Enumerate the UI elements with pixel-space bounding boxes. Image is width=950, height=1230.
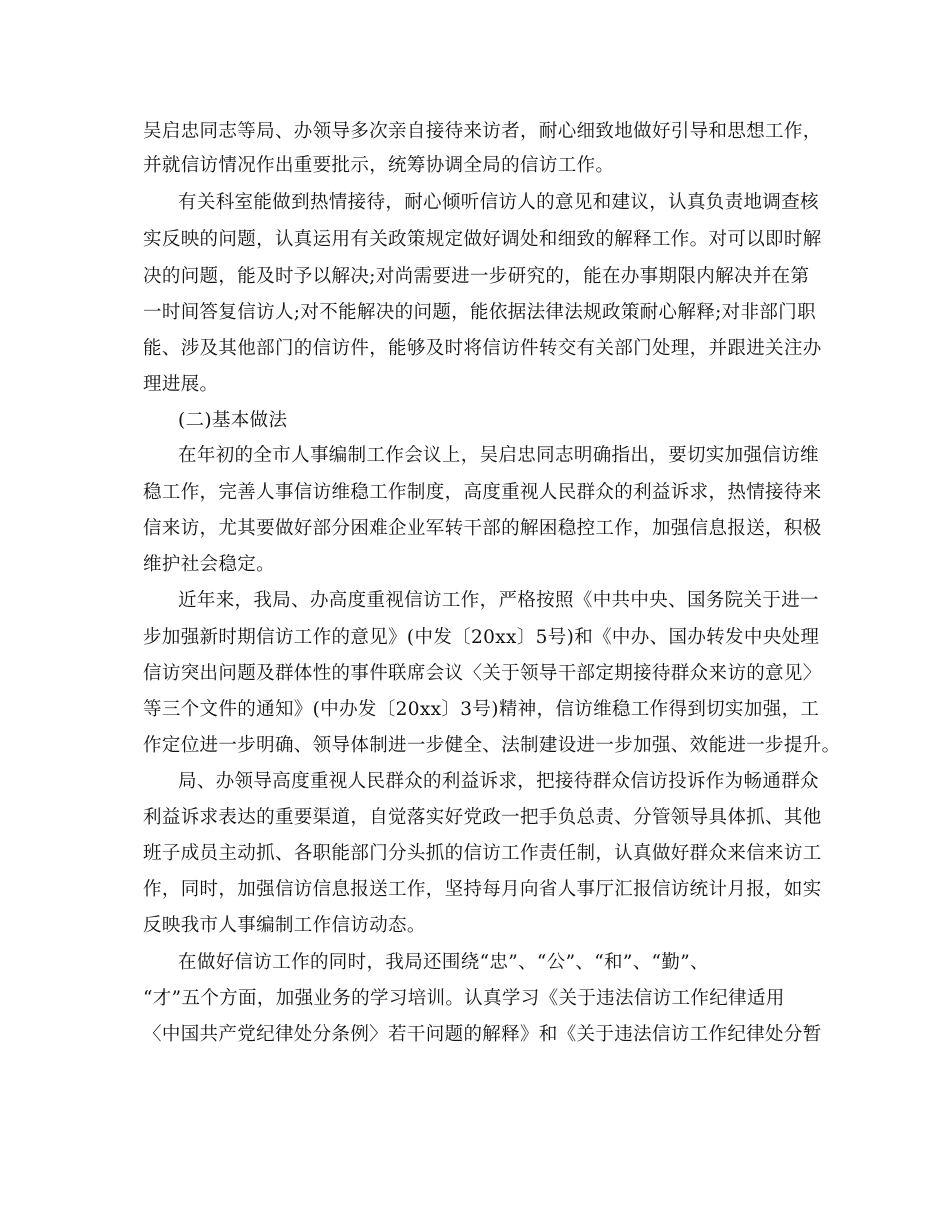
text-line: 在年初的全市人事编制工作会议上，吴启忠同志明确指出，要切实加强信访维 [178,445,819,466]
text-line: 稳工作，完善人事信访维稳工作制度，高度重视人民群众的利益诉求，热情接待来 [143,482,822,503]
text-line: “才”五个方面，加强业务的学习培训。认真学习《关于违法信访工作纪律适用 [143,988,785,1009]
text-line: 近年来，我局、办高度重视信访工作，严格按照《中共中央、国务院关于进一 [178,590,819,611]
text-line: 决的问题，能及时予以解决;对尚需要进一步研究的，能在办事期限内解决并在第 [143,266,810,287]
text-line: 作，同时，加强信访信息报送工作，坚持每月向省人事厅汇报信访统计月报，如实 [143,879,822,900]
text-line: 等三个文件的通知》(中办发〔20xx〕3号)精神，信访维稳工作得到切实加强，工 [143,699,820,720]
text-line: 信访突出问题及群体性的事件联席会议〈关于领导干部定期接待群众来访的意见〉 [143,663,822,684]
text-line: 有关科室能做到热情接待，耐心倾听信访人的意见和建议，认真负责地调查核 [178,192,819,213]
text-line: 步加强新时期信访工作的意见》(中发〔20xx〕5号)和《中办、国办转发中央处理 [143,627,820,648]
text-line: 理进展。 [143,374,219,395]
text-line: 利益诉求表达的重要渠道，自觉落实好党政一把手负总责、分管领导具体抓、其他 [143,807,822,828]
text-line: 作定位进一步明确、领导体制进一步健全、法制建设进一步加强、效能进一步提升。 [143,735,841,756]
text-line: 一时间答复信访人;对不能解决的问题，能依据法律法规政策耐心解释;对非部门职 [143,302,816,323]
text-line: 局、办领导高度重视人民群众的利益诉求，把接待群众信访投诉作为畅通群众 [178,771,819,792]
text-line: 能、涉及其他部门的信访件，能够及时将信访件转交有关部门处理，并跟进关注办 [143,338,822,359]
text-line: 实反映的问题，认真运用有关政策规定做好调处和细致的解释工作。对可以即时解 [143,229,822,250]
text-line: 班子成员主动抓、各职能部门分头抓的信访工作责任制，认真做好群众来信来访工 [143,843,822,864]
text-line: 在做好信访工作的同时，我局还围绕“忠”、“公”、“和”、“勤”、 [178,952,709,973]
text-line: 信来访，尤其要做好部分困难企业军转干部的解困稳控工作，加强信息报送，积极 [143,518,822,539]
text-line: 吴启忠同志等局、办领导多次亲自接待来访者，耐心细致地做好引导和思想工作， [143,121,822,142]
text-line: 并就信访情况作出重要批示，统筹协调全局的信访工作。 [143,155,615,176]
section-heading: (二)基本做法 [178,410,288,431]
text-line: 反映我市人事编制工作信访动态。 [143,915,426,936]
text-line: 维护社会稳定。 [143,554,275,575]
text-line: 〈中国共产党纪律处分条例〉若干问题的解释》和《关于违法信访工作纪律处分暂 [143,1024,822,1045]
